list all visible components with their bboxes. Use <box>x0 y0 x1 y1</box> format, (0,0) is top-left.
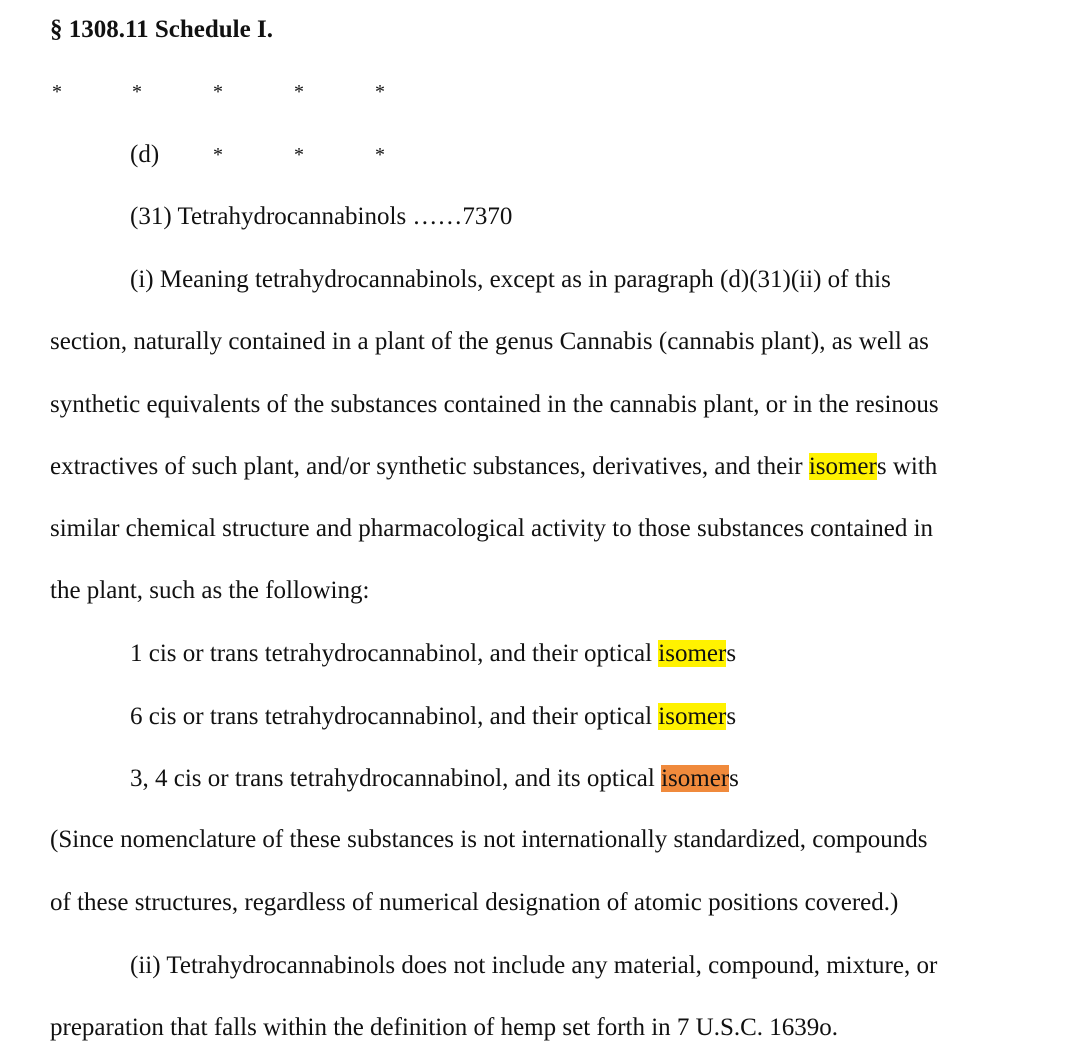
text-run: s with <box>876 453 938 480</box>
para-i-line: similar chemical structure and pharmacological activity to those substances contained in <box>50 515 934 542</box>
search-match-highlight: isomer <box>658 703 727 730</box>
asterisk: * <box>294 144 304 166</box>
item-31-heading: (31) Tetrahydrocannabinols ……7370 <box>130 203 513 230</box>
text-run: extractives of such plant, and/or synthetic substances, derivatives, and their <box>50 453 809 480</box>
current-match-highlight: isomer <box>661 765 730 792</box>
text-run: 1 cis or trans tetrahydrocannabinol, and their optical <box>130 640 659 667</box>
asterisk: * <box>213 144 223 166</box>
asterisk: * <box>213 81 223 103</box>
list-item <box>130 764 739 794</box>
note-line: of these structures, regardless of numerical designation of atomic positions covered.) <box>50 889 899 916</box>
para-i-line: synthetic equivalents of the substances contained in the cannabis plant, or in the resinous <box>50 391 939 418</box>
search-match-highlight: isomer <box>658 640 727 667</box>
search-match-highlight: isomer <box>808 453 877 480</box>
paragraph-d-label: (d) <box>130 141 160 168</box>
asterisk: * <box>294 81 304 103</box>
para-i-line: section, naturally contained in a plant of the genus Cannabis (cannabis plant), as well as <box>50 328 929 355</box>
section-heading: § 1308.11 Schedule I. <box>50 16 273 43</box>
list-item <box>130 639 736 669</box>
asterisk: * <box>375 144 385 166</box>
text-run: 6 cis or trans tetrahydrocannabinol, and their optical <box>130 703 659 730</box>
para-i-line <box>50 452 937 482</box>
text-run: s <box>726 703 737 730</box>
para-i-line: (i) Meaning tetrahydrocannabinols, except as in paragraph (d)(31)(ii) of this <box>130 266 891 293</box>
text-run: s <box>729 765 739 792</box>
para-i-line: the plant, such as the following: <box>50 577 370 604</box>
list-item <box>130 702 736 732</box>
note-line: (Since nomenclature of these substances is not internationally standardized, compounds <box>50 826 928 853</box>
para-ii-line: (ii) Tetrahydrocannabinols does not include any material, compound, mixture, or <box>130 952 938 979</box>
asterisk: * <box>375 81 385 103</box>
asterisk: * <box>52 81 62 103</box>
text-run: 3, 4 cis or trans tetrahydrocannabinol, and its optical <box>130 765 662 792</box>
text-run: s <box>726 640 737 667</box>
asterisk: * <box>132 81 142 103</box>
para-ii-line: preparation that falls within the definition of hemp set forth in 7 U.S.C. 1639o. <box>50 1014 839 1041</box>
